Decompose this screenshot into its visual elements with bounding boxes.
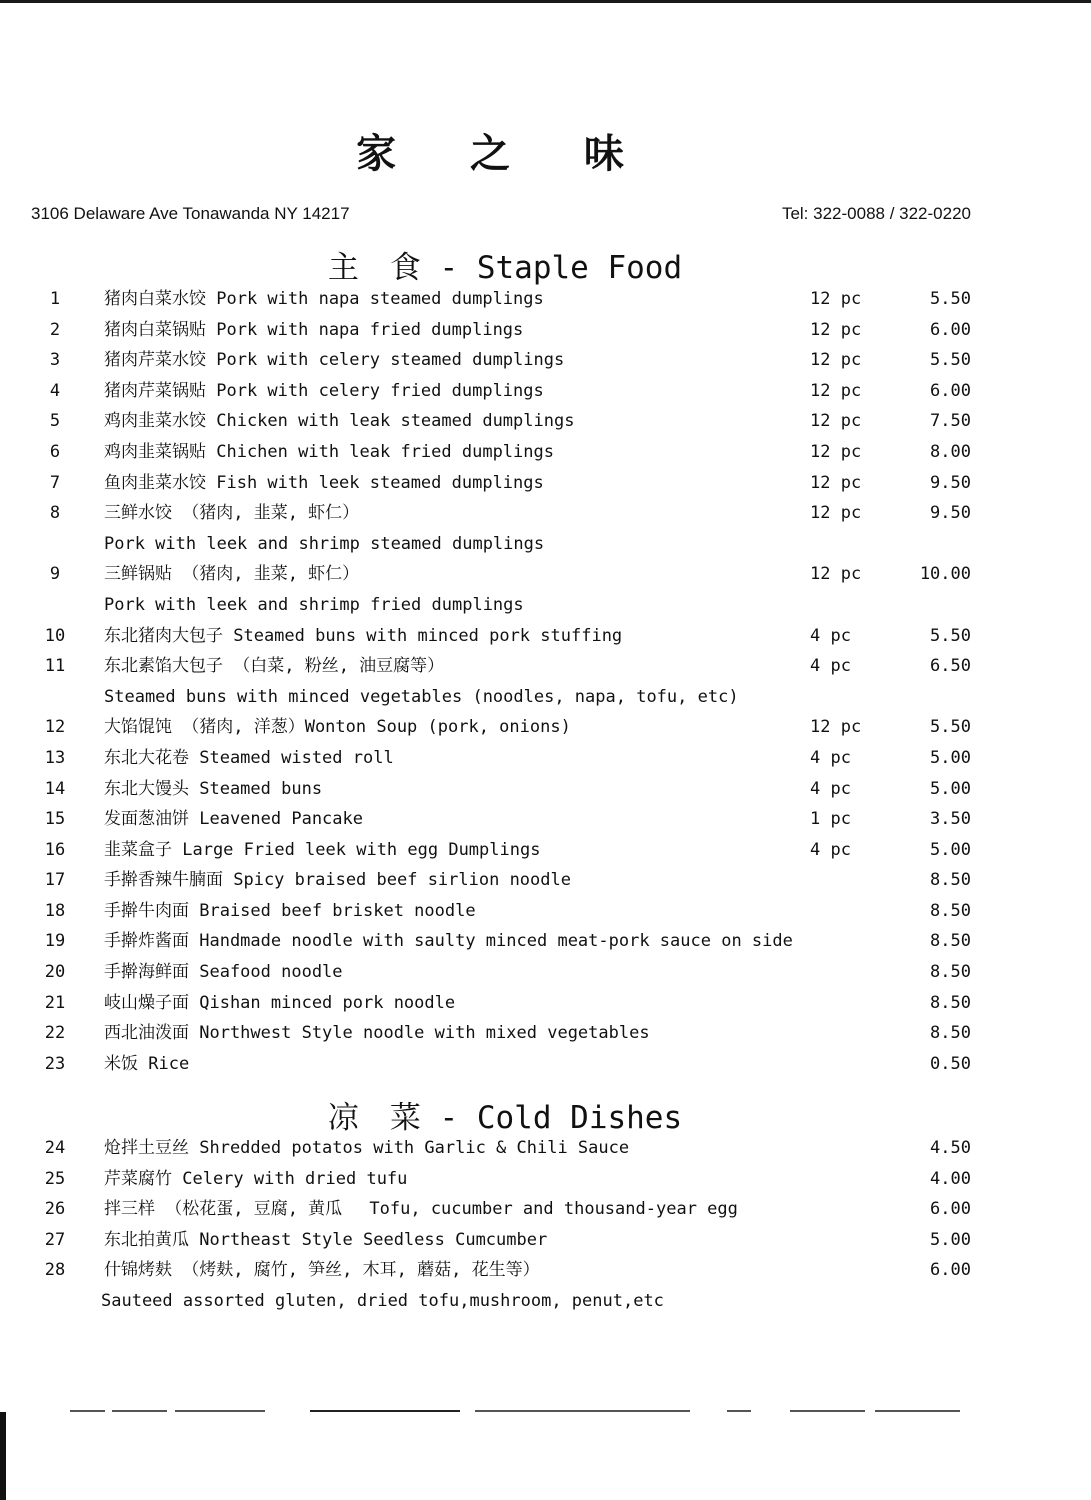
menu-item-row [0, 1049, 1091, 1080]
menu-item-row [0, 559, 1091, 590]
menu-item-name: 手擀香辣牛腩面 Spicy braised beef sirlion noodle [104, 870, 571, 891]
menu-item-row [0, 651, 1091, 682]
menu-item-name: 三鲜水饺 （猪肉, 韭菜, 虾仁） [104, 503, 360, 524]
menu-item-number: 4 [49, 380, 61, 401]
menu-item-price: 6.00 [930, 1260, 971, 1281]
menu-item-description-line [0, 529, 1091, 560]
menu-item-number: 9 [49, 564, 61, 585]
menu-item-price: 6.00 [930, 319, 971, 340]
menu-item-price: 5.00 [930, 778, 971, 799]
menu-item-row [0, 865, 1091, 896]
menu-item-number: 1 [49, 289, 61, 309]
menu-item-name: 东北拍黄瓜 Northeast Style Seedless Cumcumber [104, 1229, 548, 1250]
menu-item-row [0, 437, 1091, 468]
menu-item-number: 15 [44, 809, 66, 830]
cold-dishes-heading [0, 1092, 1010, 1137]
menu-item-price: 9.50 [930, 472, 971, 493]
menu-item-number: 28 [44, 1260, 66, 1281]
menu-item-name: 手擀海鲜面 Seafood noodle [104, 962, 343, 983]
menu-item-quantity: 12 pc [810, 717, 862, 738]
menu-item-number: 8 [49, 503, 61, 524]
menu-item-quantity: 12 pc [810, 289, 862, 309]
menu-item-number: 10 [44, 625, 66, 646]
menu-item-description-line [0, 590, 1091, 621]
menu-item-name: 岐山燥子面 Qishan minced pork noodle [104, 992, 456, 1013]
menu-item-quantity: 1 pc [810, 809, 851, 830]
menu-item-row [0, 743, 1091, 774]
menu-item-price: 4.00 [930, 1168, 971, 1189]
menu-item-number: 21 [44, 992, 66, 1013]
menu-item-description-line [0, 682, 1091, 713]
menu-item-number: 2 [49, 319, 61, 340]
menu-item-quantity: 12 pc [810, 564, 862, 585]
scan-edge-mark [0, 1412, 6, 1500]
menu-item-name: 猪肉芹菜水饺 Pork with celery steamed dumplings [104, 350, 565, 371]
menu-item-row [0, 774, 1091, 805]
menu-item-row [0, 804, 1091, 835]
menu-item-row [0, 345, 1091, 376]
menu-item-price: 6.00 [930, 1199, 971, 1220]
menu-item-price: 8.50 [930, 870, 971, 891]
menu-item-quantity: 4 pc [810, 839, 851, 860]
menu-item-row [0, 284, 1091, 315]
menu-item-quantity: 4 pc [810, 656, 851, 677]
menu-item-price: 6.00 [930, 380, 971, 401]
menu-item-price: 5.00 [930, 747, 971, 768]
menu-item-name: 鸡肉韭菜锅贴 Chichen with leak fried dumplings [104, 441, 554, 462]
menu-item-number: 27 [44, 1229, 66, 1250]
menu-item-quantity: 12 pc [810, 441, 862, 462]
menu-item-name: 炝拌土豆丝 Shredded potatos with Garlic & Chili Sauce [104, 1138, 630, 1158]
menu-item-name: 拌三样 （松花蛋, 豆腐, 黄瓜 Tofu, cucumber and thousand-year egg [104, 1199, 738, 1220]
menu-item-price: 4.50 [930, 1138, 971, 1158]
menu-item-number: 23 [44, 1053, 66, 1074]
menu-item-row [0, 957, 1091, 988]
menu-item-number: 19 [44, 931, 66, 952]
menu-item-name: Steamed buns with minced vegetables (noodles, napa, tofu, etc) [104, 686, 739, 707]
menu-item-name: 东北大花卷 Steamed wisted roll [104, 747, 394, 768]
staple-heading-en: - Staple Food [420, 250, 683, 286]
menu-item-row [0, 988, 1091, 1019]
menu-item-name: 鸡肉韭菜水饺 Chicken with leak steamed dumplings [104, 411, 575, 432]
staple-heading-zh: 主 食 [327, 250, 421, 286]
menu-item-price: 10.00 [919, 564, 971, 585]
restaurant-title: 家 之 味 [356, 130, 654, 177]
menu-item-name: 芹菜腐竹 Celery with dried tufu [104, 1168, 408, 1189]
menu-item-quantity: 12 pc [810, 380, 862, 401]
menu-item-price: 8.50 [930, 1023, 971, 1044]
footer-dash [70, 1410, 105, 1412]
footer-dash [790, 1410, 865, 1412]
menu-item-row [0, 376, 1091, 407]
menu-item-name: 猪肉芹菜锅贴 Pork with celery fried dumplings [104, 380, 544, 401]
footer-dash [310, 1410, 460, 1412]
menu-item-price: 5.00 [930, 1229, 971, 1250]
menu-item-price: 5.50 [930, 717, 971, 738]
menu-item-number: 7 [49, 472, 61, 493]
menu-item-number: 26 [44, 1199, 66, 1220]
menu-item-price: 8.50 [930, 962, 971, 983]
menu-item-quantity: 12 pc [810, 411, 862, 432]
menu-item-name: 什锦烤麸 （烤麸, 腐竹, 笋丝, 木耳, 蘑菇, 花生等） [104, 1260, 540, 1281]
menu-item-row [0, 315, 1091, 346]
menu-item-row [0, 712, 1091, 743]
menu-item-name: 东北大馒头 Steamed buns [104, 778, 323, 799]
menu-item-number: 12 [44, 717, 66, 738]
menu-item-row [0, 406, 1091, 437]
staple-food-list [0, 284, 1091, 1079]
menu-item-price: 9.50 [930, 503, 971, 524]
menu-item-number: 6 [49, 441, 61, 462]
menu-item-number: 11 [44, 656, 66, 677]
menu-item-quantity: 4 pc [810, 625, 851, 646]
menu-item-price: 5.00 [930, 839, 971, 860]
menu-item-name: 大馅馄饨 （猪肉, 洋葱）Wonton Soup (pork, onions) [104, 717, 571, 738]
menu-item-row [0, 835, 1091, 866]
menu-item-name: 三鲜锅贴 （猪肉, 韭菜, 虾仁） [104, 564, 360, 585]
menu-item-quantity: 12 pc [810, 319, 862, 340]
menu-item-name: 猪肉白菜锅贴 Pork with napa fried dumplings [104, 319, 524, 340]
menu-item-row [0, 1225, 1091, 1256]
menu-item-name: Pork with leek and shrimp fried dumplings [104, 594, 524, 615]
menu-item-price: 3.50 [930, 809, 971, 830]
menu-item-price: 6.50 [930, 656, 971, 677]
menu-item-name: Pork with leek and shrimp steamed dumplings [104, 533, 545, 554]
cold-heading-zh: 凉 菜 [327, 1100, 421, 1136]
menu-item-row [0, 896, 1091, 927]
menu-item-price: 5.50 [930, 350, 971, 371]
staple-food-heading [0, 242, 1010, 287]
cold-heading-en: - Cold Dishes [420, 1100, 683, 1136]
menu-item-row [0, 1194, 1091, 1225]
menu-item-price: 8.50 [930, 992, 971, 1013]
menu-item-row [0, 1164, 1091, 1195]
menu-item-price: 8.50 [930, 900, 971, 921]
menu-item-name: 猪肉白菜水饺 Pork with napa steamed dumplings [104, 289, 544, 309]
menu-item-description-line [0, 1286, 1091, 1317]
footer-dash [875, 1410, 960, 1412]
menu-item-row [0, 498, 1091, 529]
menu-item-row [0, 1255, 1091, 1286]
footer-dash [475, 1410, 690, 1412]
menu-item-number: 16 [44, 839, 66, 860]
menu-item-row [0, 621, 1091, 652]
menu-item-name: 鱼肉韭菜水饺 Fish with leek steamed dumplings [104, 472, 544, 493]
menu-item-quantity: 12 pc [810, 503, 862, 524]
menu-item-quantity: 12 pc [810, 350, 862, 371]
menu-item-row [0, 926, 1091, 957]
menu-item-number: 22 [44, 1023, 66, 1044]
menu-item-number: 3 [49, 350, 61, 371]
menu-item-row [0, 1133, 1091, 1164]
menu-item-row [0, 468, 1091, 499]
menu-item-price: 5.50 [930, 625, 971, 646]
menu-item-name: 韭菜盒子 Large Fried leek with egg Dumplings [104, 839, 541, 860]
menu-item-name: 手擀炸酱面 Handmade noodle with saulty minced meat-pork sauce on side [104, 931, 793, 952]
menu-item-number: 24 [44, 1138, 66, 1158]
restaurant-address: 3106 Delaware Ave Tonawanda NY 14217 [31, 204, 350, 223]
restaurant-phone: Tel: 322-0088 / 322-0220 [781, 204, 971, 223]
footer-dash [727, 1410, 751, 1412]
menu-item-name: 米饭 Rice [104, 1053, 190, 1074]
page-top-border [0, 0, 1091, 3]
menu-item-name: 发面葱油饼 Leavened Pancake [104, 809, 363, 830]
menu-item-name: Sauteed assorted gluten, dried tofu,mushroom, penut,etc [101, 1290, 664, 1311]
menu-item-name: 东北素馅大包子 （白菜, 粉丝, 油豆腐等） [104, 656, 445, 677]
menu-item-price: 8.50 [930, 931, 971, 952]
menu-item-number: 14 [44, 778, 66, 799]
menu-item-price: 7.50 [930, 411, 971, 432]
menu-item-name: 东北猪肉大包子 Steamed buns with minced pork stuffing [104, 625, 623, 646]
menu-item-name: 手擀牛肉面 Braised beef brisket noodle [104, 900, 476, 921]
menu-item-number: 17 [44, 870, 66, 891]
menu-item-price: 8.00 [930, 441, 971, 462]
menu-item-number: 20 [44, 962, 66, 983]
menu-item-name: 西北油泼面 Northwest Style noodle with mixed vegetables [104, 1023, 650, 1044]
menu-item-quantity: 4 pc [810, 747, 851, 768]
menu-item-number: 25 [44, 1168, 66, 1189]
menu-item-quantity: 12 pc [810, 472, 862, 493]
menu-item-number: 13 [44, 747, 66, 768]
menu-item-number: 5 [49, 411, 61, 432]
menu-item-price: 0.50 [930, 1053, 971, 1074]
footer-dash [175, 1410, 265, 1412]
menu-item-price: 5.50 [930, 289, 971, 309]
cold-dishes-list [0, 1133, 1091, 1317]
footer-dash [112, 1410, 167, 1412]
menu-item-quantity: 4 pc [810, 778, 851, 799]
menu-item-number: 18 [44, 900, 66, 921]
footer-dashes [0, 1410, 1091, 1416]
menu-item-row [0, 1018, 1091, 1049]
